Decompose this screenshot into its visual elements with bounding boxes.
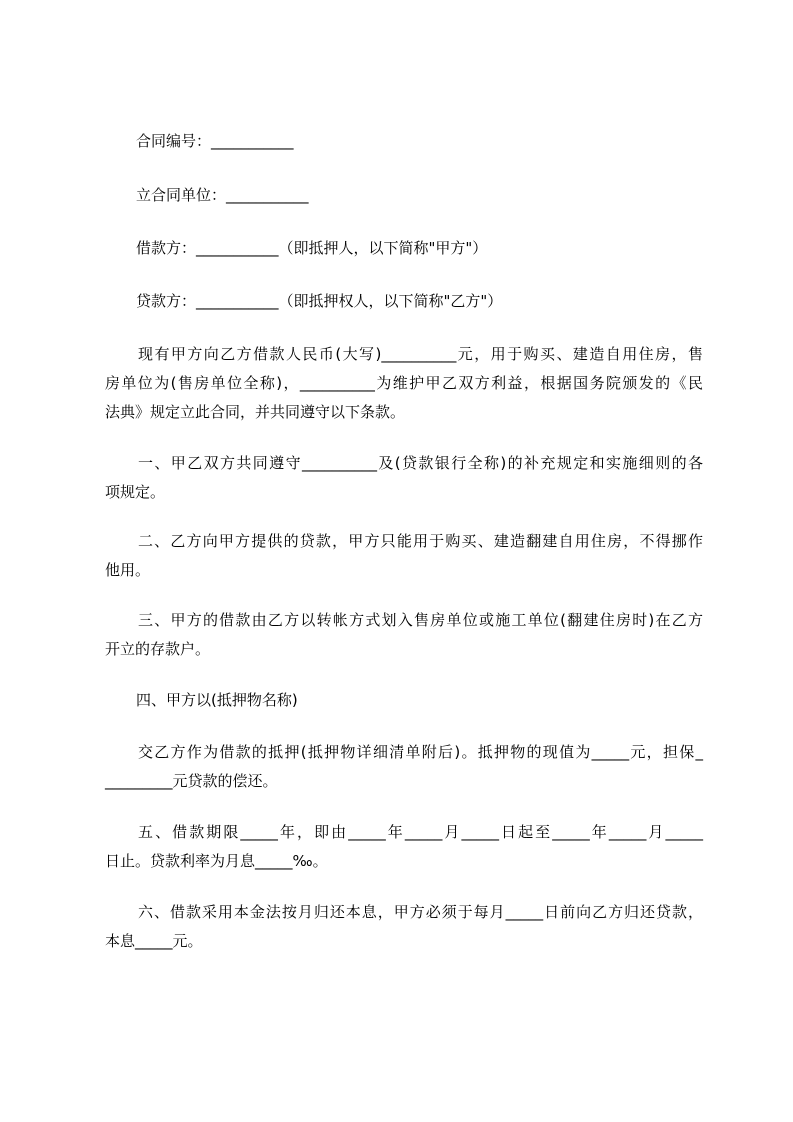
clause-6-paragraph: [105, 898, 703, 956]
clause-1-line-1: 一、甲乙双方共同遵守__________及(贷款银行全称)的补充规定和实施细则的各: [138, 454, 703, 472]
clause-2-line-1: 二、乙方向甲方提供的贷款，甲方只能用于购买、建造翻建自用住房，不得挪作: [138, 532, 703, 550]
clause-3-line-2: 开立的存款户。: [105, 640, 211, 658]
signing-unit-line: 立合同单位：___________: [136, 186, 309, 204]
clause-1-line-2: 项规定。: [105, 483, 166, 501]
clause-2-line-2: 他用。: [105, 561, 151, 579]
preamble-line-3: 法典》规定立此合同，并共同遵守以下条款。: [105, 403, 406, 421]
clause-1-paragraph: [105, 449, 703, 507]
preamble-line-2: 房单位为(售房单位全称)，__________为维护甲乙双方利益，根据国务院颁发的《民: [105, 374, 703, 392]
clause-5-paragraph: [105, 818, 703, 876]
contract-number-line: 合同编号：___________: [136, 132, 294, 150]
clause-2-paragraph: [105, 527, 703, 585]
preamble-line-1: 现有甲方向乙方借款人民币(大写)__________元，用于购买、建造自用住房，售: [138, 345, 703, 363]
clause-4-cont-line-1: 交乙方作为借款的抵押(抵押物详细清单附后)。抵押物的现值为_____元，担保_: [138, 743, 703, 761]
clause-3-paragraph: [105, 606, 703, 664]
lender-line: 贷款方：___________（即抵押权人，以下简称"乙方"）: [136, 292, 503, 310]
clause-5-line-2: 日止。贷款利率为月息_____‰。: [105, 852, 328, 870]
clause-6-line-1: 六、借款采用本金法按月归还本息，甲方必须于每月_____日前向乙方归还贷款，: [138, 903, 703, 921]
clause-6-line-2: 本息_____元。: [105, 932, 203, 950]
clause-4-continuation-paragraph: [105, 738, 703, 796]
clause-3-line-1: 三、甲方的借款由乙方以转帐方式划入售房单位或施工单位(翻建住房时)在乙方: [138, 611, 703, 629]
clause-4-cont-line-2: _________元贷款的偿还。: [105, 772, 278, 790]
clause-4-line: 四、甲方以(抵押物名称): [136, 691, 298, 709]
preamble-paragraph: [105, 340, 703, 427]
clause-5-line-1: 五、借款期限_____年，即由_____年_____月_____日起至_____年_____月_____: [138, 823, 703, 841]
borrower-line: 借款方：___________（即抵押人，以下简称"甲方"）: [136, 239, 488, 257]
